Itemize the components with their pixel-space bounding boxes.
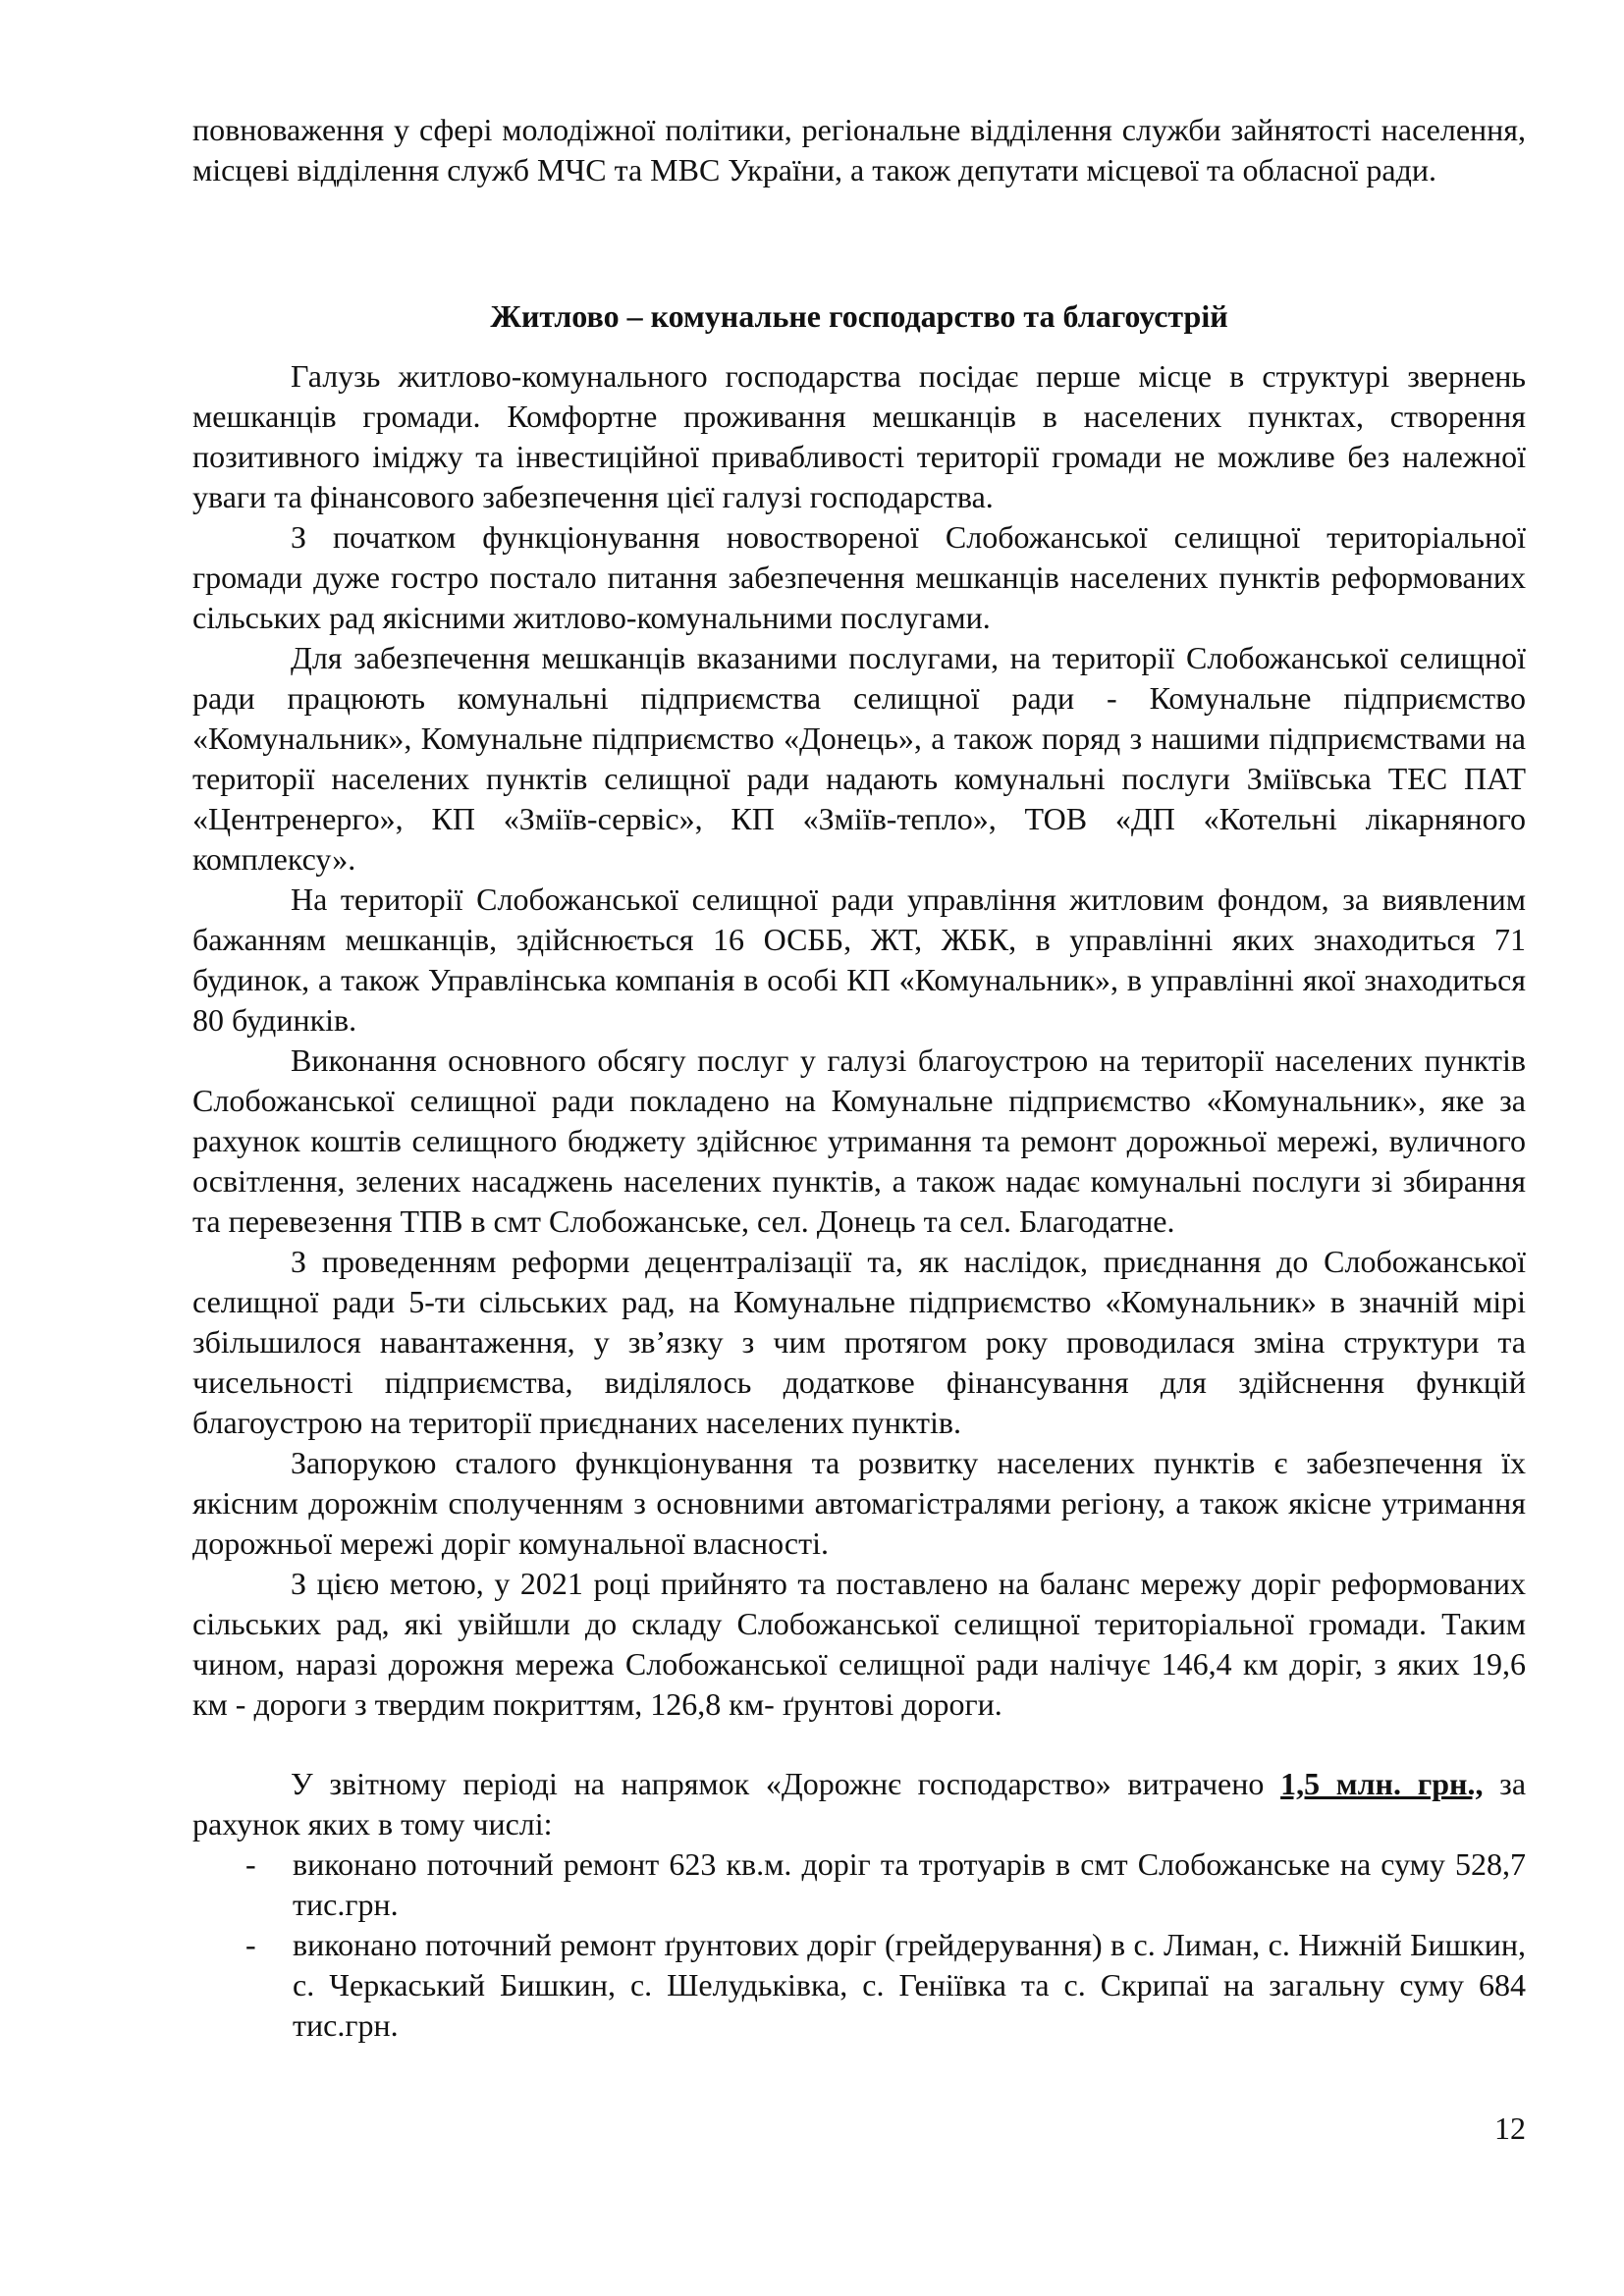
list-item-text: виконано поточний ремонт 623 кв.м. доріг та тротуарів в смт Слобожанське на суму 528,7 тис.грн. xyxy=(293,1846,1526,1922)
section-title: Житлово – комунальне господарство та благоустрій xyxy=(490,298,1228,334)
paragraph-utility-enterprises: Для забезпечення мешканців вказаними послугами, на території Слобожанської селищної ради працюють комунальні підприємства селищної ради - Комунальне підприємство «Комунальник», Комунальне підприємство «Донець», а також поряд з нашими підприємствами на території населених пунктів селищної ради надають комунальні послуги Зміївська ТЕС ПАТ «Центренерго», КП «Зміїв-сервіс», КП «Зміїв-тепло», ТОВ «ДП «Котельні лікарняного комплексу». xyxy=(192,640,1526,877)
spending-amount: 1,5 млн. грн., xyxy=(1280,1766,1484,1801)
paragraph-road-connections: Запорукою сталого функціонування та розвитку населених пунктів є забезпечення їх якісним дорожнім сполученням з основними автомагістралями регіону, а також якісне утримання дорожньої мережі доріг комунальної власності. xyxy=(192,1445,1526,1561)
paragraph-decentralization: З проведенням реформи децентралізації та, як наслідок, приєднання до Слобожанської селищної ради 5-ти сільських рад, на Комунальне підприємство «Комунальник» в значній мірі збільшилося навантаження, у зв’язку з чим протягом року проводилася зміна структури та чисельності підприємства, виділялось додаткове фінансування для здійснення функцій благоустрою на території приєднаних населених пунктів. xyxy=(192,1244,1526,1440)
paragraph-housing-overview: Галузь житлово-комунального господарства посідає перше місце в структурі звернень мешканців громади. Комфортне проживання мешканців в населених пунктах, створення позитивного іміджу та інвестиційної привабливості території громади не можливе без належної уваги та фінансового забезпечення цієї галузі господарства. xyxy=(192,358,1526,514)
paragraph-improvement-services: Виконання основного обсягу послуг у галузі благоустрою на території населених пунктів Слобожанської селищної ради покладено на Комунальне підприємство «Комунальник», яке за рахунок коштів селищного бюджету здійснює утримання та ремонт дорожньої мережі, вуличного освітлення, зелених насаджень населених пунктів, а також надає комунальні послуги зі збирання та перевезення ТПВ в смт Слобожанське, сел. Донець та сел. Благодатне. xyxy=(192,1042,1526,1239)
paragraph-housing-management: На території Слобожанської селищної ради управління житловим фондом, за виявленим бажанням мешканців, здійснюється 16 ОСББ, ЖТ, ЖБК, в управлінні яких знаходиться 71 будинок, а також Управлінська компанія в особі КП «Комунальник», в управлінні якої знаходиться 80 будинків. xyxy=(192,881,1526,1038)
page-number: 12 xyxy=(1494,2110,1526,2146)
list-item xyxy=(192,1844,1526,1925)
paragraph-road-spending xyxy=(192,1764,1526,1844)
list-item xyxy=(192,1925,1526,2046)
spending-text-before: У звітному періоді на напрямок «Дорожнє господарство» витрачено xyxy=(291,1766,1281,1801)
list-item-text: виконано поточний ремонт ґрунтових доріг (грейдерування) в с. Лиман, с. Нижній Бишкин, с. Черкаський Бишкин, с. Шелудьківка, с. Геніївка та с. Скрипаї на загальну суму 684 тис.грн. xyxy=(293,1927,1526,2043)
list-dash: - xyxy=(245,1927,256,1962)
paragraph-new-community: З початком функціонування новоствореної Слобожанської селищної територіальної громади дуже гостро постало питання забезпечення мешканців населених пунктів реформованих сільських рад якісними житлово-комунальними послугами. xyxy=(192,519,1526,635)
intro-paragraph: повноваження у сфері молодіжної політики, регіональне відділення служби зайнятості населення, місцеві відділення служб МЧС та МВС України, а також депутати місцевої та обласної ради. xyxy=(192,112,1526,187)
list-dash: - xyxy=(245,1846,256,1882)
spending-text-after: за рахунок яких в тому числі: xyxy=(192,1766,1527,1842)
document-page xyxy=(192,110,1526,2046)
spending-list xyxy=(192,1844,1526,2046)
paragraph-road-network: З цією метою, у 2021 році прийнято та поставлено на баланс мережу доріг реформованих сільських рад, які увійшли до складу Слобожанської селищної територіальної громади. Таким чином, наразі дорожня мережа Слобожанської селищної ради налічує 146,4 км доріг, з яких 19,6 км - дороги з твердим покриттям, 126,8 км- ґрунтові дороги. xyxy=(192,1566,1526,1722)
